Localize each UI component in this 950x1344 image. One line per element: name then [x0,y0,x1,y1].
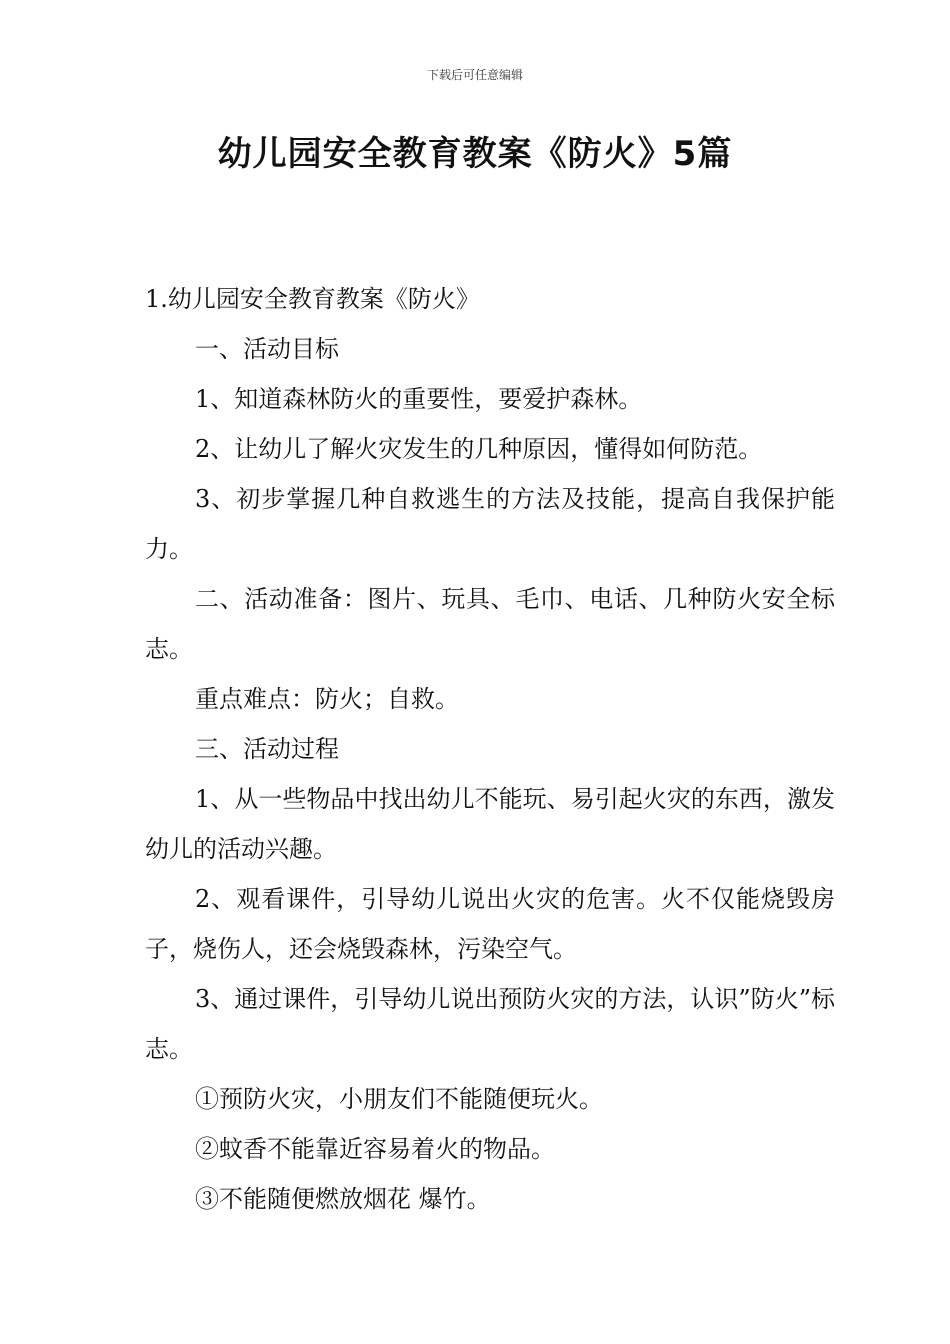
paragraph-key-points: 重点难点：防火；自救。 [195,685,459,713]
header-note: 下载后可任意编辑 [426,68,523,82]
list-item: ③不能随便燃放烟花 爆竹。 [195,1185,491,1213]
document-title: 幼儿园安全教育教案《防火》5篇 [217,134,733,174]
paragraph: 3、通过课件，引导幼儿说出预防火灾的方法，认识”防火”标志。 [145,985,835,1063]
paragraph-activity-process-heading: 三、活动过程 [195,735,339,763]
document-body [145,274,835,1224]
paragraph: 2、观看课件，引导幼儿说出火灾的危害。火不仅能烧毁房子，烧伤人，还会烧毁森林，污染空气。 [145,885,835,963]
paragraph: 1、从一些物品中找出幼儿不能玩、易引起火灾的东西，激发幼儿的活动兴趣。 [145,785,835,863]
paragraph: 2、让幼儿了解火灾发生的几种原因，懂得如何防范。 [195,435,763,463]
paragraph: 3、初步掌握几种自救逃生的方法及技能，提高自我保护能力。 [145,485,835,563]
paragraph: 1、知道森林防火的重要性，要爱护森林。 [195,385,643,413]
list-item: ②蚊香不能靠近容易着火的物品。 [195,1135,555,1163]
paragraph-activity-preparation: 二、活动准备：图片、玩具、毛巾、电话、几种防火安全标志。 [145,585,835,663]
paragraph-activity-goals-heading: 一、活动目标 [195,335,339,363]
list-item: ①预防火灾，小朋友们不能随便玩火。 [195,1085,603,1113]
section-heading: 1.幼儿园安全教育教案《防火》 [145,285,480,313]
